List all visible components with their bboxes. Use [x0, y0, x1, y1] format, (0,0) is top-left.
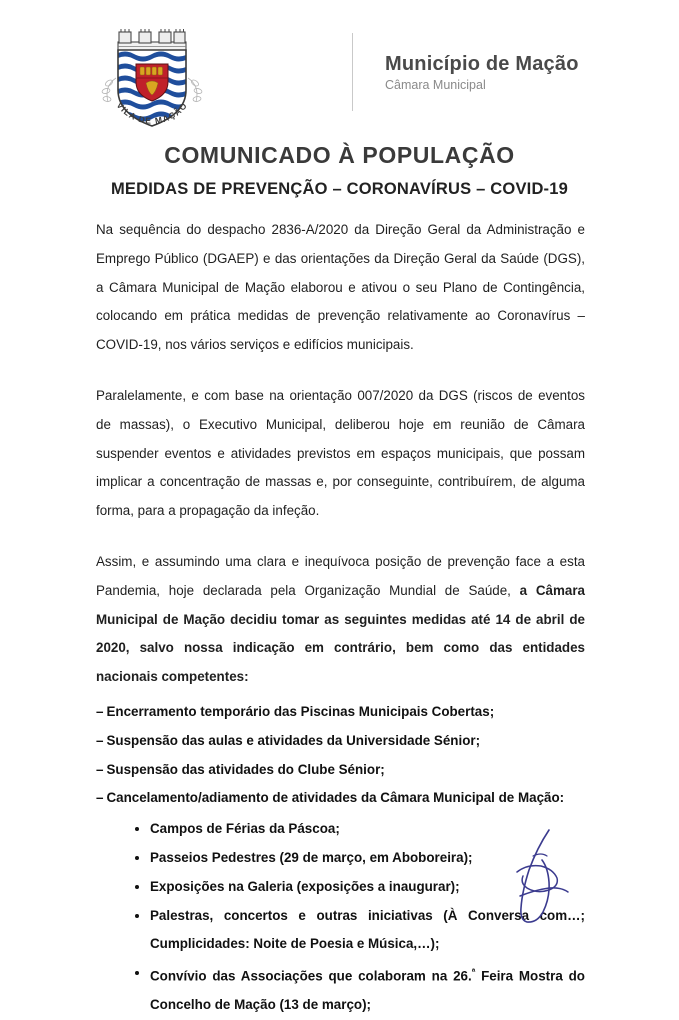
- list-item: [96, 698, 585, 727]
- dash-marker: –: [96, 761, 104, 777]
- header-titles: [385, 52, 665, 93]
- activity-label: Campos de Férias da Páscoa;: [150, 821, 340, 837]
- signature-mark: [487, 826, 607, 936]
- paragraph-3-bold: a Câmara Municipal de Mação decidiu tomar as seguintes medidas até 14 de abril de 2020, salvo nossa indicação em contrário, bem como das entidades nacionais competentes:: [96, 582, 585, 685]
- ordinal-superscript: ª: [471, 967, 476, 979]
- measure-label: Suspensão das atividades do Clube Sénior;: [106, 761, 385, 777]
- department-name: Câmara Municipal: [385, 78, 486, 92]
- header-divider: [352, 33, 353, 111]
- list-item: [96, 784, 585, 813]
- paragraph-1: Na sequência do despacho 2836-A/2020 da Direção Geral da Administração e Emprego Público (DGAEP) e das orientações da Direção Geral da Saúde (DGS), a Câmara Municipal de Mação elaborou e ativou o seu Plano de Contingência, colocando em prática medidas de prevenção relativamente ao Coronavírus – COVID-19, nos vários serviços e edifícios municipais.: [96, 222, 585, 353]
- list-item: [96, 756, 585, 785]
- municipality-name: Município de Mação: [385, 53, 579, 75]
- dash-marker: –: [96, 703, 104, 719]
- list-item: [96, 727, 585, 756]
- paragraph-2: Paralelamente, e com base na orientação 007/2020 da DGS (riscos de eventos de massas), o Executivo Municipal, deliberou hoje em reunião de Câmara suspender eventos e atividades previstos em espaços municipais, que possam implicar a concentração de massas e, por conseguinte, contribuírem, de alguma forma, para a propagação da infeção.: [96, 387, 585, 519]
- dash-marker: –: [96, 732, 104, 748]
- activity-label: Exposições na Galeria (exposições a inaugurar);: [150, 878, 460, 894]
- list-item: [135, 959, 585, 1020]
- paragraph-3: [96, 548, 585, 692]
- measure-label: Cancelamento/adiamento de atividades da Câmara Municipal de Mação:: [106, 790, 565, 806]
- coat-of-arms-crest: [96, 28, 208, 132]
- paragraph-3-normal: Assim, e assumindo uma clara e inequívoca posição de prevenção face a esta Pandemia, hoje declarada pela Organização Mundial de Saúde,: [96, 553, 585, 598]
- activity-label-suffix: Feira Mostra do Concelho de Mação (13 de março);: [150, 968, 585, 1013]
- measure-label: Suspensão das aulas e atividades da Universidade Sénior;: [106, 732, 481, 748]
- page-title: COMUNICADO À POPULAÇÃO: [164, 142, 515, 168]
- measure-label: Encerramento temporário das Piscinas Municipais Cobertas;: [106, 703, 495, 719]
- measures-list: [96, 698, 585, 813]
- activity-label: Passeios Pedestres (29 de março, em Aboboreira);: [150, 849, 473, 865]
- mural-crown-icon: [118, 29, 186, 51]
- dash-marker: –: [96, 790, 104, 806]
- activity-label: Palestras, concertos e outras iniciativas (À Conversa com…; Cumplicidades: Noite de Poesia e Música,…);: [150, 907, 585, 952]
- crest-motto: VILA DE MAÇÃO: [114, 100, 190, 126]
- document-header: [0, 0, 679, 132]
- activity-label-prefix: Convívio das Associações que colaboram na 26.: [150, 968, 472, 984]
- page-subtitle: MEDIDAS DE PREVENÇÃO – CORONAVÍRUS – COVID-19: [110, 180, 569, 198]
